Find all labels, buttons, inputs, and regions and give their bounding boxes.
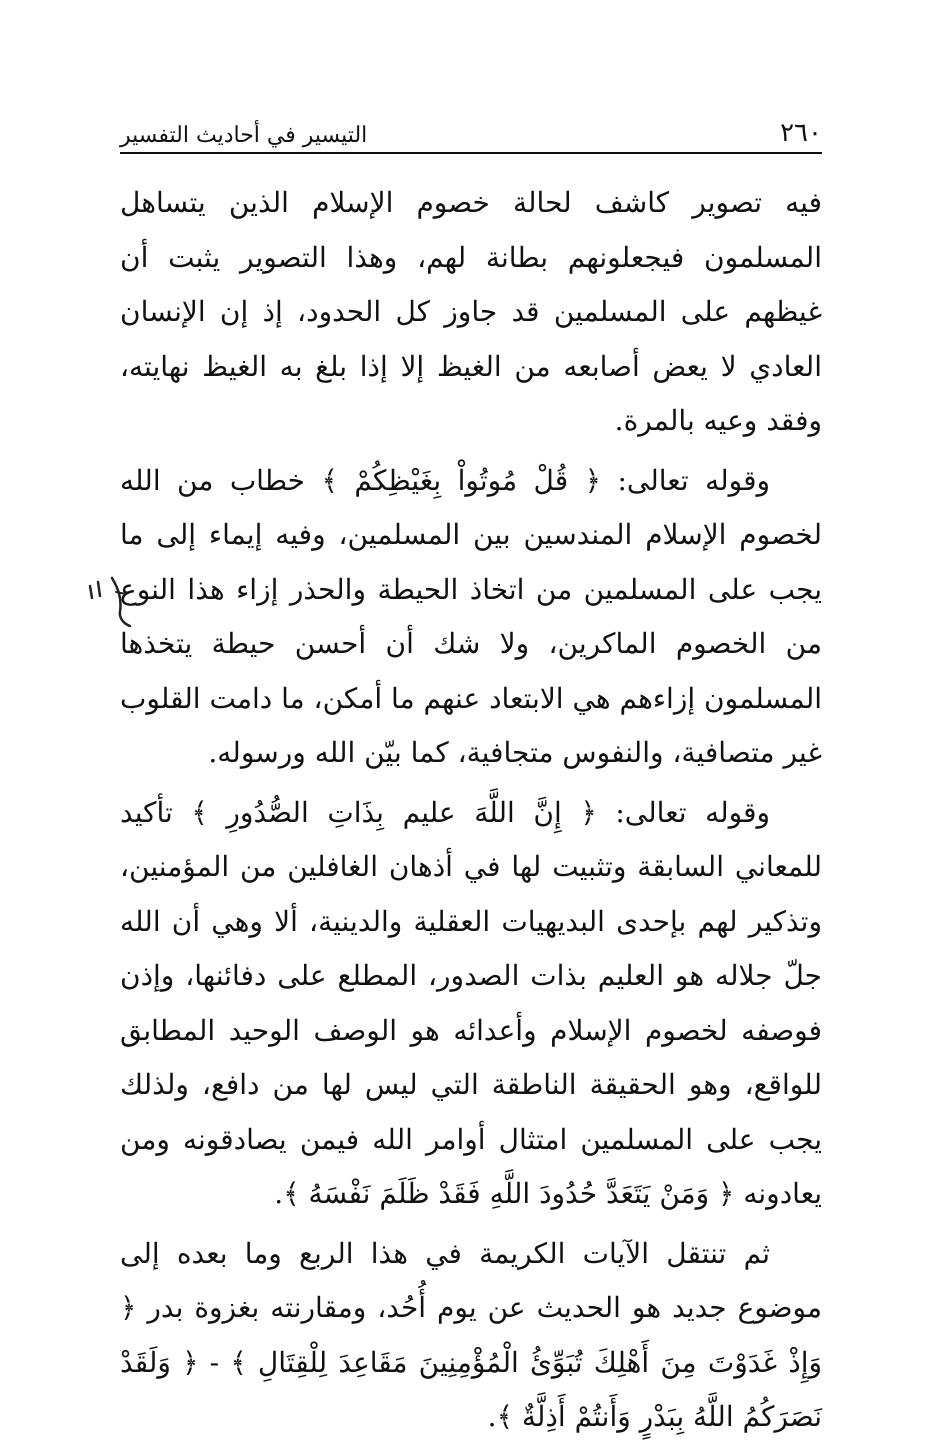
paragraph-text: وقوله تعالى: bbox=[601, 463, 770, 497]
page-number: ٢٦٠ bbox=[780, 118, 822, 148]
quran-verse: ﴿ قُلْ مُوتُواْ بِغَيْظِكُمْ ﴾ bbox=[321, 463, 602, 497]
paragraph-text: فيه تصوير كاشف لحالة خصوم الإسلام الذين يتساهل المسلمون فيجعلونهم بطانة لهم، وهذا التصوير يثبت أن غيظهم على المسلمين قد جاوز كل الحدود، إذ إن الإنسان العادي لا يعض أصابعه من الغيظ إلا إذا بلغ به الغيظ نهايته، وفقد وعيه بالمرة. bbox=[120, 186, 822, 437]
paragraph-3 bbox=[120, 786, 822, 1222]
quran-verse: ﴿ وَلَقَدْ نَصَرَكُمُ اللَّهُ بِبَدْرٍ وَأَنتُمْ أَذِلَّةٌ ﴾ bbox=[120, 1345, 822, 1433]
paragraph-text: . bbox=[487, 1400, 497, 1433]
paragraph-text: ثم تنتقل الآيات الكريمة في هذا الربع وما بعده إلى موضوع جديد هو الحديث عن يوم أُحُد، ومقارنته بغزوة بدر bbox=[120, 1236, 822, 1324]
quran-verse: ﴿ إِنَّ اللَّهَ عليم بِذَاتِ الصُّدُورِ ﴾ bbox=[191, 795, 597, 829]
quran-verse: ﴿ وَإِذْ غَدَوْتَ مِنَ أَهْلِكَ تُبَوِّئُ الْمُؤْمِنِينَ مَقَاعِدَ لِلْقِتَالِ ﴾ bbox=[120, 1291, 822, 1379]
running-title: التيسير في أحاديث التفسير bbox=[120, 123, 368, 148]
paragraph-text: وقوله تعالى: bbox=[596, 795, 771, 829]
paragraph-text: - bbox=[198, 1345, 231, 1379]
paragraph-text: تأكيد للمعاني السابقة وتثبيت لها في أذهان الغافلين من المؤمنين، وتذكير لهم بإحدى البديهيات العقلية والدينية، ألا وهي أن الله جلّ جلاله هو العليم بذات الصدور، المطلع على دفائنها، وإذن فوصفه لخصوم الإسلام وأعدائه هو الوصف الوحيد المطابق للواقع، وهو الحقيقة الناطقة التي ليس لها من دافع، ولذلك يجب على المسلمين امتثال أوامر الله فيمن يصادقونه ومن يعادونه bbox=[120, 795, 822, 1210]
page-header bbox=[120, 108, 822, 154]
margin-mark bbox=[82, 572, 134, 632]
paragraph-text: . bbox=[274, 1177, 284, 1210]
paragraph-2 bbox=[120, 454, 822, 781]
paragraph-1 bbox=[120, 176, 822, 449]
quran-verse: ﴿ وَمَنْ يَتَعَدَّ حُدُودَ اللَّهِ فَقَدْ ظَلَمَ نَفْسَهُ ﴾ bbox=[283, 1177, 735, 1210]
paragraph-4 bbox=[120, 1227, 822, 1445]
body-text bbox=[120, 176, 822, 1450]
paragraph-text: خطاب من الله لخصوم الإسلام المندسين بين المسلمين، وفيه إيماء إلى ما يجب على المسلمين من اتخاذ الحيطة والحذر إزاء هذا النوع من الخصوم الماكرين، ولا شك أن أحسن حيطة يتخذها المسلمون إزاءهم هي الابتعاد عنهم ما أمكن، ما دامت القلوب غير متصافية، والنفوس متجافية، كما بيّن الله ورسوله. bbox=[120, 463, 823, 769]
